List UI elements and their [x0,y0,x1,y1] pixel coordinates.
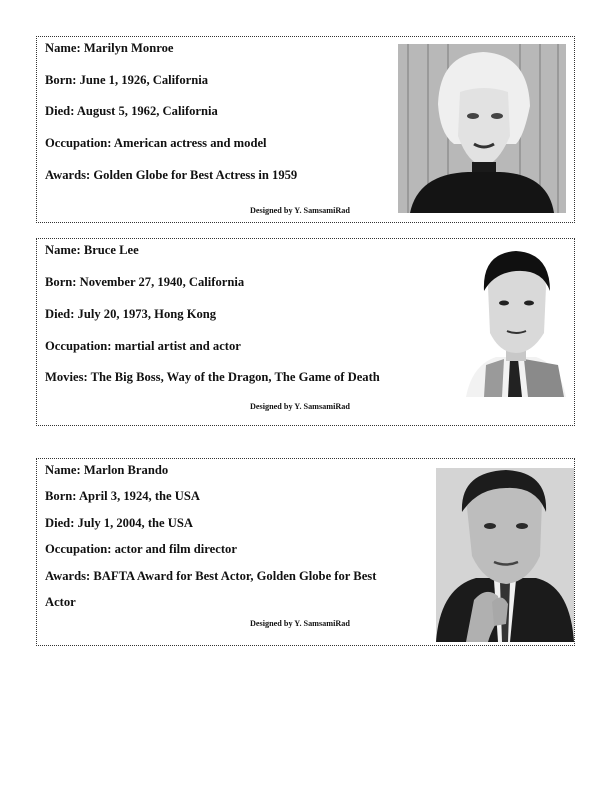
card-born: Born: April 3, 1924, the USA [45,489,200,503]
card-awards-continued: Actor [45,595,76,609]
card-born: Born: November 27, 1940, California [45,275,245,289]
designer-credit: Designed by Y. SamsamiRad [250,619,350,628]
card-born: Born: June 1, 1926, California [45,73,209,87]
card-movies: Movies: The Big Boss, Way of the Dragon, The Game of Death [45,370,380,384]
card-name: Name: Marilyn Monroe [45,41,174,55]
profile-card-bruce-lee [36,238,575,426]
card-died: Died: July 1, 2004, the USA [45,516,193,530]
portrait-photo-marilyn-monroe [398,44,566,213]
card-died: Died: August 5, 1962, California [45,104,218,118]
card-occupation: Occupation: actor and film director [45,542,237,556]
card-died: Died: July 20, 1973, Hong Kong [45,307,217,321]
designer-credit: Designed by Y. SamsamiRad [250,206,350,215]
card-awards: Awards: Golden Globe for Best Actress in 1959 [45,168,298,182]
card-occupation: Occupation: martial artist and actor [45,339,241,353]
card-name: Name: Bruce Lee [45,243,139,257]
designer-credit: Designed by Y. SamsamiRad [250,402,350,411]
profile-card-marlon-brando [36,458,575,646]
portrait-photo-marlon-brando [436,468,574,642]
portrait-photo-bruce-lee [466,247,566,397]
card-name: Name: Marlon Brando [45,463,169,477]
profile-card-marilyn-monroe [36,36,575,223]
card-awards: Awards: BAFTA Award for Best Actor, Golden Globe for Best [45,569,377,583]
card-occupation: Occupation: American actress and model [45,136,267,150]
